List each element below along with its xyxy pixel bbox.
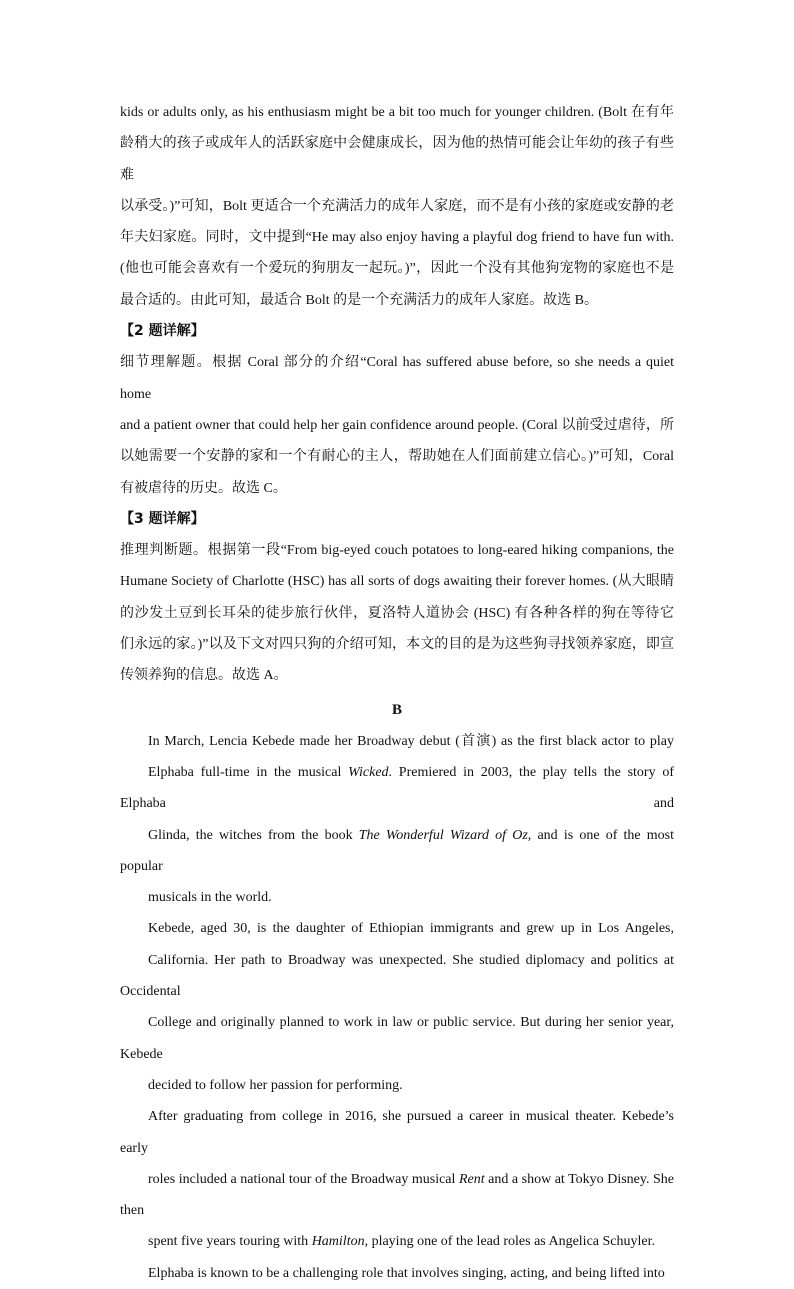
text-line: California. Her path to Broadway was unexpected. She studied diplomacy and politics at Occidental [120,952,674,1000]
text-line: 龄稍大的孩子或成年人的活跃家庭中会健康成长，因为他的热情可能会让年幼的孩子有些难 [120,136,674,183]
text-line: kids or adults only, as his enthusiasm might be a bit too much for younger children. (Bolt 在有年 [120,105,674,120]
text-line: In March, Lencia Kebede made her Broadway debut (首演) as the first black actor to play [148,733,674,749]
text-line: musicals in the world. [148,890,272,906]
text-line: 以她需要一个安静的家和一个有耐心的主人，帮助她在人们面前建立信心。)”可知，Coral [120,449,674,465]
text-line: and a patient owner that could help her gain confidence around people. (Coral 以前受过虐待，所 [120,417,674,433]
text-line: 年夫妇家庭。同时，文中提到“He may also enjoy having a playful dog friend to have fun with. [120,230,674,246]
text-line: College and originally planned to work in law or public service. But during her senior year, Kebede [120,1015,674,1062]
question-3-heading: 【3 题详解】 [120,510,205,527]
passage-b-paragraph-3 [120,1101,674,1257]
text-line: Kebede, aged 30, is the daughter of Ethiopian immigrants and grew up in Los Angeles, [148,921,674,937]
section-b-title: B [391,701,402,718]
text-line: decided to follow her passion for performing. [148,1077,403,1093]
text-line: 们永远的家。)”以及下文对四只狗的介绍可知，本文的目的是为这些狗寻找领养家庭，即宣 [120,637,674,653]
text-line: After graduating from college in 2016, she pursued a career in musical theater. Kebede’s early [120,1109,674,1156]
text-line: 最合适的。由此可知，最适合 Bolt 的是一个充满活力的成年人家庭。故选 B。 [120,292,598,308]
text-line: roles included a national tour of the Broadway musical Rent and a show at Tokyo Disney. She then [120,1171,674,1219]
text-line: Humane Society of Charlotte (HSC) has all sorts of dogs awaiting their forever homes. (从大眼睛 [120,574,674,590]
text-line: Glinda, the witches from the book The Wonderful Wizard of Oz, and is one of the most popular [120,827,674,874]
text-line: 以承受。)”可知，Bolt 更适合一个充满活力的成年人家庭，而不是有小孩的家庭或安静的老 [120,198,674,214]
text-line: spent five years touring with Hamilton, playing one of the lead roles as Angelica Schuyler. [148,1234,655,1250]
answer-2-explanation [120,347,674,503]
question-2-heading: 【2 题详解】 [120,323,205,340]
passage-b-paragraph-4 [120,1258,674,1289]
passage-b-paragraph-2 [120,913,674,1101]
passage-b-paragraph-1 [120,726,674,914]
text-line: 有被虐待的历史。故选 C。 [120,480,287,496]
text-line: (他也可能会喜欢有一个爱玩的狗朋友一起玩。)”，因此一个没有其他狗宠物的家庭也不是 [120,261,674,277]
answer-1-explanation [120,97,674,316]
text-line: 传领养狗的信息。故选 A。 [120,668,288,684]
text-line: 细节理解题。根据 Coral 部分的介绍“Coral has suffered abuse before, so she needs a quiet home [120,355,674,402]
text-line: Elphaba is known to be a challenging role that involves singing, acting, and being lifted into [148,1265,665,1281]
text-line: 推理判断题。根据第一段“From big-eyed couch potatoes to long-eared hiking companions, the [120,543,674,559]
text-line: 的沙发土豆到长耳朵的徒步旅行伙伴，夏洛特人道协会 (HSC) 有各种各样的狗在等待它 [120,605,674,621]
answer-3-explanation [120,535,674,691]
text-line: Elphaba full-time in the musical Wicked. Premiered in 2003, the play tells the story of Elphaba and [120,764,674,812]
